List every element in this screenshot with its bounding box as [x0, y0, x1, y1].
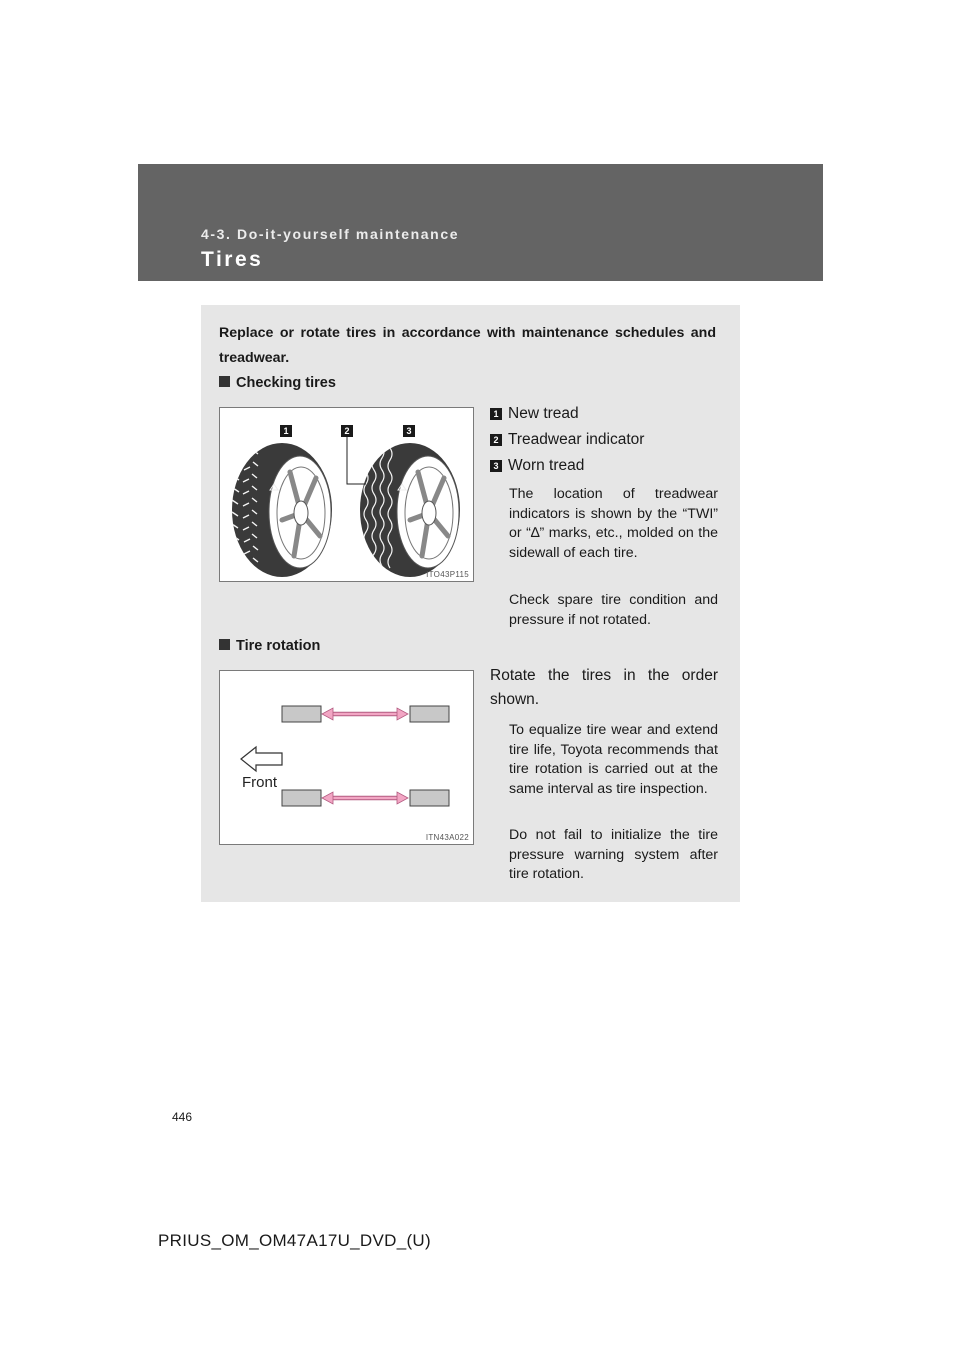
callout-item: [490, 401, 718, 427]
tire-rear-right: [410, 790, 449, 806]
tread-callout-list: [490, 401, 718, 479]
page-title: Tires: [201, 248, 264, 271]
front-label: Front: [242, 774, 278, 791]
checking-tires-heading: [219, 375, 336, 391]
worn-tread-tire: [360, 443, 460, 577]
intro-text: Replace or rotate tires in accordance with maintenance schedules and treadwear.: [219, 325, 716, 366]
callout-marker-1: [280, 425, 292, 437]
figure-code: ITO43P115: [426, 570, 469, 579]
indicator-leader-line: [347, 437, 366, 484]
content-panel: [201, 305, 740, 902]
front-arrow-icon: [241, 747, 282, 771]
treadwear-indicator-note: The location of treadwear indicators is shown by the “TWI” or “∆” marks, etc., molded on the sidewall of each tire.: [509, 486, 718, 561]
square-bullet-icon: [219, 376, 230, 387]
rotation-interval-note: To equalize tire wear and extend tire life, Toyota recommends that tire rotation is carried out at the same interval as tire inspection.: [509, 722, 718, 797]
figure-code: ITN43A022: [425, 833, 469, 842]
callout-item: [490, 427, 718, 453]
svg-text:3: 3: [406, 426, 412, 436]
tire-tread-figure: [219, 407, 474, 582]
callout-label: Treadwear indicator: [508, 431, 645, 448]
tire-rotation-figure: [219, 670, 474, 845]
rotation-lead-text: Rotate the tires in the order shown.: [490, 667, 718, 708]
tire-rotation-heading: [219, 638, 320, 654]
callout-item: [490, 453, 718, 479]
callout-label: Worn tread: [508, 457, 585, 474]
callout-number: 1: [490, 408, 502, 420]
page-number: 446: [172, 1110, 193, 1124]
callout-marker-3: [403, 425, 415, 437]
tire-front-left: [282, 706, 321, 722]
square-bullet-icon: [219, 639, 230, 650]
tire-tread-illustration: [220, 408, 473, 581]
tire-rotation-arrow-top: [322, 708, 408, 720]
tire-front-right: [282, 790, 321, 806]
section-header: [138, 164, 823, 281]
svg-text:1: 1: [283, 426, 289, 436]
callout-number: 3: [490, 460, 502, 472]
tpws-note: Do not fail to initialize the tire pressure warning system after tire rotation.: [509, 827, 718, 882]
tire-rotation-heading-text: Tire rotation: [236, 638, 321, 654]
tire-rear-left: [410, 706, 449, 722]
spare-tire-note: Check spare tire condition and pressure if not rotated.: [509, 592, 718, 628]
document-id: PRIUS_OM_OM47A17U_DVD_(U): [158, 1231, 431, 1250]
checking-tires-heading-text: Checking tires: [236, 375, 336, 391]
section-label: 4-3. Do-it-yourself maintenance: [201, 226, 460, 242]
new-tread-tire: [232, 443, 332, 577]
callout-label: New tread: [508, 405, 579, 422]
svg-text:2: 2: [344, 426, 350, 436]
callout-number: 2: [490, 434, 502, 446]
callout-marker-2: [341, 425, 353, 437]
tire-rotation-diagram: [220, 671, 473, 844]
tire-rotation-arrow-bottom: [322, 792, 408, 804]
